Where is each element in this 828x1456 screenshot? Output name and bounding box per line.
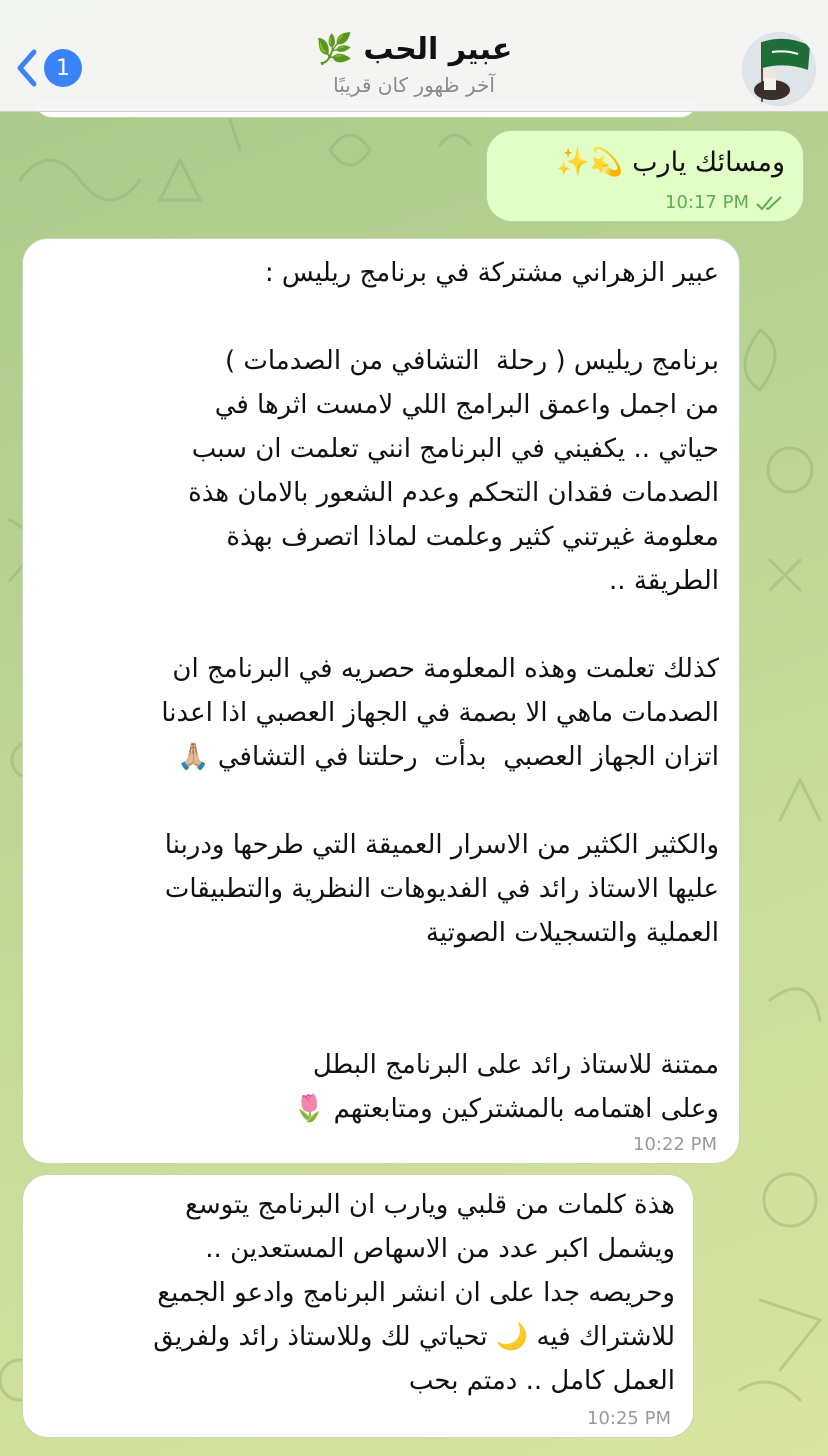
message-text: هذة كلمات من قلبي ويارب ان البرنامج يتوسع ويشمل اكبر عدد من الاسهاص المستعدين .. وحريصه جدا على ان انشر البرنامج وادعو الجميع للاشتراك فيه 🌙 تحياتي لك وللاستاذ رائد ولفريق العمل كامل .. دمتم بحب (153, 1190, 675, 1396)
message-bubble-incoming[interactable] (22, 238, 740, 1164)
back-button[interactable] (12, 46, 92, 90)
contact-avatar[interactable] (742, 32, 816, 106)
message-text: عبير الزهراني مشتركة في برنامج ريليس : برنامج ريليس ( رحلة التشافي من الصدمات ) من اجمل واعمق البرامج اللي لامست اثرها في حياتي .. يكفيني في البرنامج انني تعلمت ان سبب الصدمات فقدان التحكم وعدم الشعور بالامان هذة معلومة غيرتني كثير وعلمت لماذا اتصرف بهذة الطريقة .. كذلك تعلمت وهذه المعلومة حصريه في البرنامج ان الصدمات ماهي الا بصمة في الجهاز العصبي اذا اعدنا اتزان الجهاز العصبي بدأت رحلتنا في التشافي 🙏🏼 والكثير الكثير من الاسرار العميقة التي طرحها ودربنا عليها الاستاذ رائد في الفديوهات النظرية والتطبيقات العملية والتسجيلات الصوتية ممتنة للاستاذ رائد على البرنامج البطل وعلى اهتمامه بالمشتركين ومتابعتهم 🌷 (161, 258, 719, 1124)
unread-count-badge: 1 (44, 49, 82, 87)
message-time: 10:17 PM (665, 192, 749, 213)
message-meta (665, 192, 785, 213)
chat-title-area[interactable] (190, 30, 638, 100)
last-seen-status: آخر ظهور كان قريبًا (333, 73, 495, 97)
message-time: 10:22 PM (633, 1134, 717, 1155)
message-bubble-incoming[interactable] (22, 1174, 694, 1438)
double-check-icon (755, 194, 785, 212)
avatar-image (742, 32, 816, 106)
chevron-left-icon (12, 46, 40, 90)
message-bubble-outgoing[interactable] (486, 130, 804, 222)
message-time: 10:25 PM (587, 1408, 671, 1429)
chat-header (0, 0, 828, 112)
chat-title: عبير الحب 🌿 (315, 32, 513, 67)
message-text: ومسائك يارب 💫✨ (556, 147, 785, 178)
